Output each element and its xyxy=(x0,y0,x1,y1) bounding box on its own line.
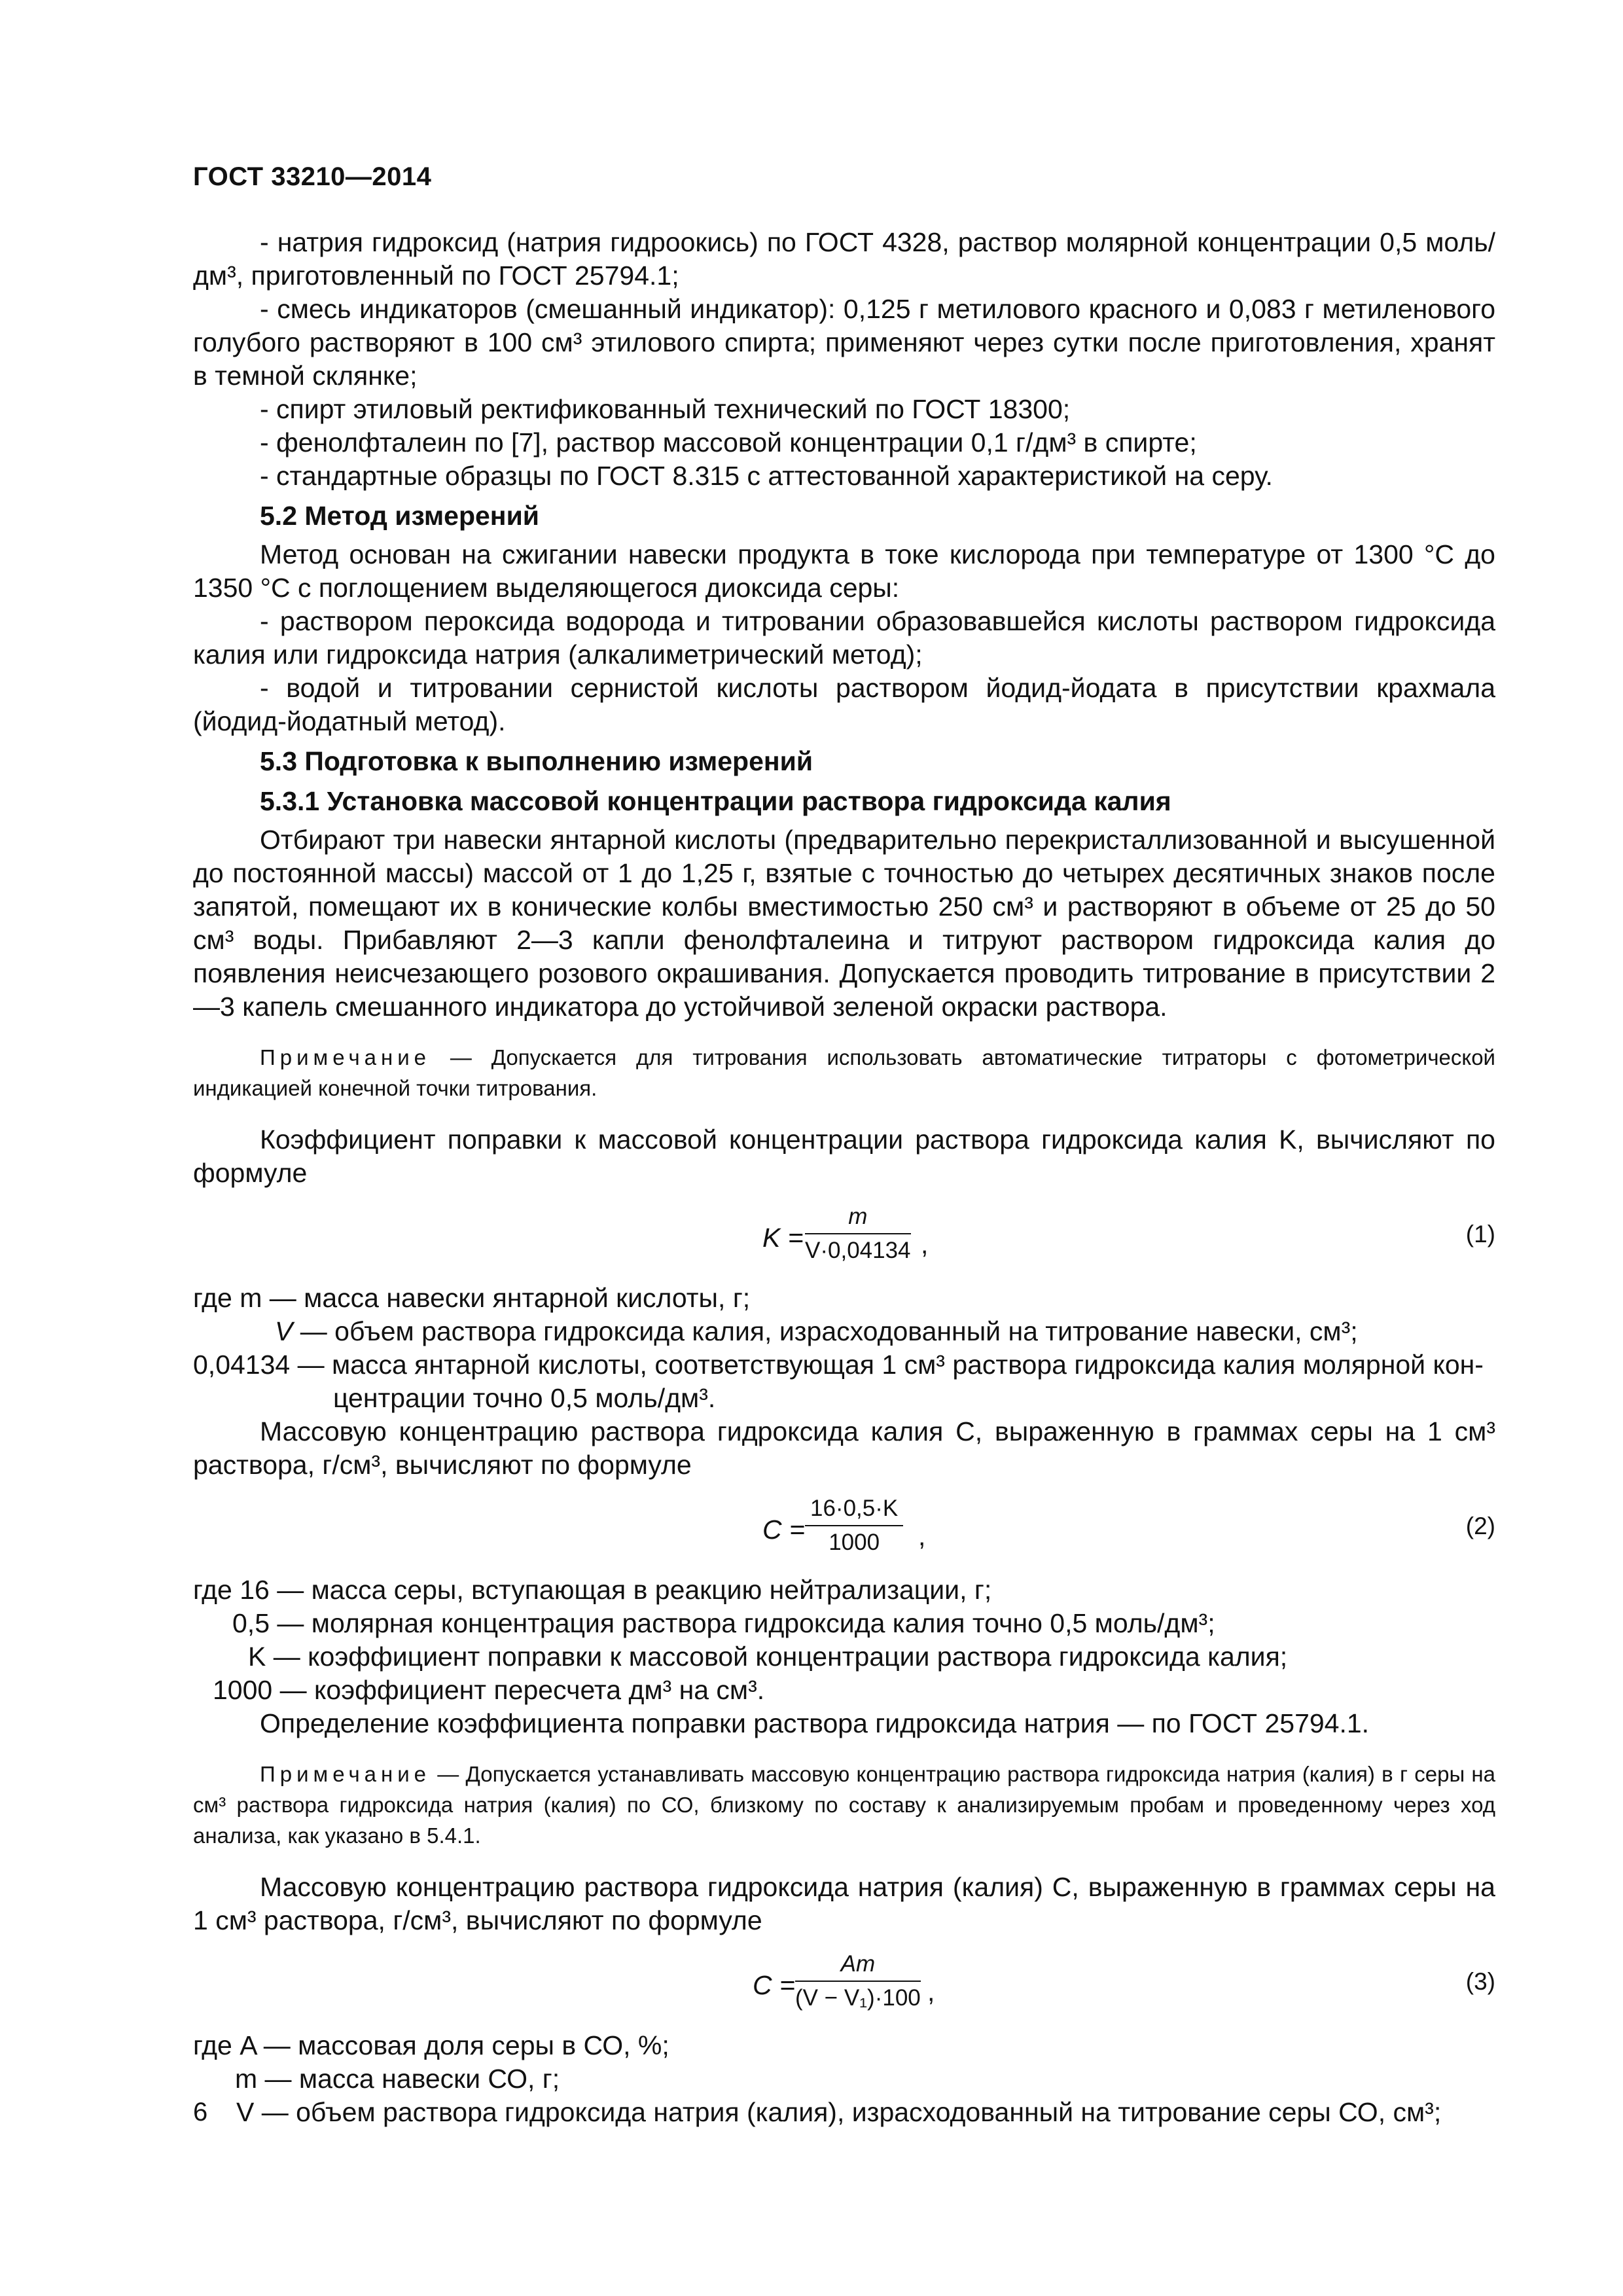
formula-3 xyxy=(193,1946,1495,2024)
paragraph: Метод основан на сжигании навески продукта в токе кислорода при температуре от 1300 °С до 1350 °С с поглощением выделяющегося диоксида серы: xyxy=(193,539,1495,603)
where-block-3 xyxy=(193,2029,1495,2129)
where-row: 0,04134 — масса янтарной кислоты, соответствующая 1 см³ раствора гидроксида калия молярной кон- xyxy=(193,1350,1484,1380)
paragraph: - раствором пероксида водорода и титровании образовавшейся кислоты раствором гидроксида калия или гидроксида натрия (алкалиметрический метод); xyxy=(193,606,1495,670)
formula-2 xyxy=(193,1491,1495,1568)
paragraph: - водой и титровании сернистой кислоты раствором йодид-йодата в присутствии крахмала (йодид-йодатный метод). xyxy=(193,673,1495,736)
where-row: где 16 — масса серы, вступающая в реакцию нейтрализации, г; xyxy=(193,1575,992,1605)
where-block-2 xyxy=(193,1573,1495,1707)
paragraph: Массовую концентрацию раствора гидроксида калия C, выраженную в граммах серы на 1 см³ раствора, г/см³, вычисляют по формуле xyxy=(193,1416,1495,1480)
formula-fraction xyxy=(795,1950,921,2012)
reagent-item: - стандартные образцы по ГОСТ 8.315 с аттестованной характеристикой на серу. xyxy=(260,461,1273,491)
where-row: где A — массовая доля серы в СО, %; xyxy=(193,2030,669,2060)
formula-lhs: C = xyxy=(762,1515,805,1545)
reagent-item: - фенолфталеин по [7], раствор массовой концентрации 0,1 г/дм³ в спирте; xyxy=(260,427,1197,457)
document-header: ГОСТ 33210—2014 xyxy=(193,162,432,191)
formula-numerator: Am xyxy=(795,1950,921,1982)
formula-number: (1) xyxy=(1465,1221,1495,1247)
section-heading-5-3: 5.3 Подготовка к выполнению измерений xyxy=(260,746,813,776)
paragraph: Отбирают три навески янтарной кислоты (предварительно перекристаллизованной и высушенной до постоянной массы) массой от 1 до 1,25 г, взятые с точностью до четырех десятичных знаков после запятой, помещают их в конические колбы вместимостью 250 см³ и растворяют в объеме от 25 до 50 см³ воды. Прибавляют 2—3 капли фенолфталеина и титруют раствором гидроксида калия до появления неисчезающего розового окрашивания. Допускается проводить титрование в присутствии 2—3 капель смешанного индикатора до устойчивой зеленой окраски раствора. xyxy=(193,825,1495,1022)
formula-denominator: (V − V₁)·100 xyxy=(795,1985,921,2011)
paragraph: Массовую концентрацию раствора гидроксида натрия (калия) C, выраженную в граммах серы на 1 см³ раствора, г/см³, вычисляют по формуле xyxy=(193,1872,1495,1935)
formula-lhs: C = xyxy=(753,1970,795,2000)
where-row: V — объем раствора гидроксида натрия (калия), израсходованный на титрование серы СО, см³; xyxy=(236,2097,1442,2127)
note-text: — Допускается для титрования использовать автоматические титраторы с фотометрической индикацией конечной точки титрования. xyxy=(193,1045,1495,1100)
where-row: 0,5 — молярная концентрация раствора гидроксида калия точно 0,5 моль/дм³; xyxy=(232,1608,1215,1638)
reagent-item: - натрия гидроксид (натрия гидроокись) по ГОСТ 4328, раствор молярной концентрации 0,5 моль/дм³, приготовленный по ГОСТ 25794.1; xyxy=(193,227,1495,291)
formula-tail: , xyxy=(918,1521,926,1551)
section-heading-5-3-1: 5.3.1 Установка массовой концентрации раствора гидроксида калия xyxy=(260,786,1171,816)
formula-denominator: 1000 xyxy=(829,1530,880,1555)
where-row: K — коэффициент поправки к массовой концентрации раствора гидроксида калия; xyxy=(248,1641,1288,1672)
where-row: m — масса навески СО, г; xyxy=(235,2064,560,2094)
paragraph: Определение коэффициента поправки раствора гидроксида натрия — по ГОСТ 25794.1. xyxy=(260,1708,1370,1738)
formula-number: (2) xyxy=(1465,1513,1495,1539)
note xyxy=(193,1759,1495,1851)
formula-numerator: 16·0,5·K xyxy=(805,1495,903,1526)
page-number: 6 xyxy=(193,2098,208,2126)
note-label: Примечание xyxy=(260,1762,431,1786)
where-row: где m — масса навески янтарной кислоты, г; xyxy=(193,1283,751,1313)
paragraph: Коэффициент поправки к массовой концентрации раствора гидроксида калия K, вычисляют по формуле xyxy=(193,1124,1495,1188)
where-row: 1000 — коэффициент пересчета дм³ на см³. xyxy=(213,1675,765,1705)
formula-denominator: V·0,04134 xyxy=(805,1238,911,1263)
where-row: центрации точно 0,5 моль/дм³. xyxy=(333,1383,716,1413)
formula-fraction xyxy=(805,1495,903,1556)
note-text: — Допускается устанавливать массовую концентрацию раствора гидроксида натрия (калия) в г серы на см³ раствора гидроксида натрия (калия) по СО, близкому по составу к анализируемым пробам и проведенному через ход анализа, как указано в 5.4.1. xyxy=(193,1762,1495,1848)
formula-lhs: K = xyxy=(762,1223,804,1253)
where-row: V — объем раствора гидроксида калия, израсходованный на титрование навески, см³; xyxy=(275,1316,1358,1346)
note-label: Примечание xyxy=(260,1045,431,1069)
formula-tail: , xyxy=(927,1977,935,2007)
document-body xyxy=(193,226,1495,2129)
formula-numerator: m xyxy=(805,1203,911,1234)
reagent-item: - смесь индикаторов (смешанный индикатор): 0,125 г метилового красного и 0,083 г метиленового голубого растворяют в 100 см³ этилового спирта; применяют через сутки после приготовления, хранят в темной склянке; xyxy=(193,294,1495,391)
formula-fraction xyxy=(805,1203,911,1265)
formula-tail: , xyxy=(921,1229,929,1259)
where-block-1 xyxy=(193,1282,1495,1415)
formula-1 xyxy=(193,1199,1495,1276)
reagent-item: - спирт этиловый ректификованный технический по ГОСТ 18300; xyxy=(260,394,1071,424)
note xyxy=(193,1042,1495,1103)
section-heading-5-2: 5.2 Метод измерений xyxy=(260,501,539,531)
formula-number: (3) xyxy=(1465,1968,1495,1995)
